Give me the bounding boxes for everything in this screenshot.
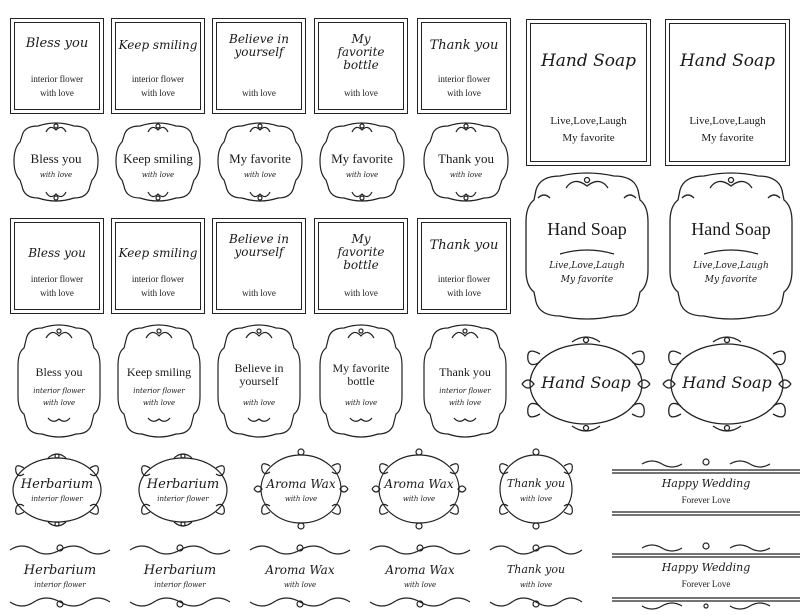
label-line: with love — [42, 399, 76, 407]
label-sub: with love — [345, 171, 379, 179]
label-aroma-wax-oval — [366, 444, 472, 534]
label-title: Aroma Wax — [385, 563, 455, 577]
ornate-frame — [420, 322, 510, 440]
label-thank-you-oval — [488, 444, 584, 534]
label-sub: interior flower — [34, 581, 86, 589]
label-happy-wedding — [612, 456, 800, 520]
label-my-favorite-ornate — [314, 118, 410, 204]
label-line: Live,Love,Laugh — [689, 115, 766, 127]
label-line: interior flower — [33, 387, 85, 395]
label-thank-you-flourish — [484, 540, 588, 612]
label-favorite-bottle-square — [318, 22, 404, 110]
label-bless-you-square — [14, 222, 100, 310]
label-title: Herbarium — [143, 563, 217, 578]
label-title: My favorite — [331, 151, 393, 166]
label-line: interior flower — [133, 387, 185, 395]
label-title: Bless you — [35, 365, 83, 379]
label-title: My favorite bottle — [332, 361, 390, 389]
label-line: interior flower — [30, 274, 84, 284]
label-title: Hand Soap — [679, 51, 776, 71]
label-title: Believe in yourself — [229, 32, 289, 60]
label-title: Keep smiling — [118, 38, 198, 52]
label-aroma-wax-flourish — [364, 540, 476, 612]
label-title: Believe in yourself — [234, 361, 284, 389]
label-title: Hand Soap — [691, 219, 771, 239]
label-title: Thank you — [439, 365, 491, 379]
label-sub: with love — [141, 171, 175, 179]
label-line: with love — [447, 288, 481, 298]
label-believe-square — [216, 22, 302, 110]
label-title: Hand Soap — [540, 51, 637, 71]
label-hand-soap-ornate — [520, 170, 654, 322]
label-sub: with love — [283, 581, 317, 589]
label-line: interior flower — [439, 387, 491, 395]
label-title: Bless you — [28, 246, 86, 260]
label-line: My favorite — [704, 275, 758, 285]
label-title: Keep smiling — [118, 246, 198, 260]
label-title: Herbarium — [20, 477, 94, 492]
ornate-frame — [14, 322, 104, 440]
label-keep-smiling-square — [115, 22, 201, 110]
label-sub: with love — [519, 581, 553, 589]
label-title: Thank you — [438, 151, 494, 166]
label-sub: Forever Love — [681, 579, 731, 589]
label-line: with love — [448, 399, 482, 407]
label-title: Thank you — [429, 38, 499, 53]
label-title: Happy Wedding — [661, 561, 751, 574]
label-thank-you-square — [421, 22, 507, 110]
label-title: Believe in yourself — [229, 232, 289, 260]
label-title: Herbarium — [23, 563, 97, 578]
label-sub: with love — [284, 495, 318, 503]
label-title: Hand Soap — [547, 219, 627, 239]
label-title: My favorite bottle — [337, 32, 385, 73]
label-title: Happy Wedding — [661, 477, 751, 490]
label-line: with love — [344, 288, 378, 298]
label-believe-ornate-tall — [214, 322, 304, 440]
label-sub: with love — [243, 171, 277, 179]
label-happy-wedding — [612, 540, 800, 608]
label-title: Hand Soap — [541, 373, 631, 392]
label-line: with love — [141, 288, 175, 298]
ornate-frame — [114, 322, 204, 440]
label-sub: with love — [403, 581, 437, 589]
label-title: Aroma Wax — [266, 477, 336, 491]
label-thank-you-ornate — [418, 118, 514, 204]
label-believe-square — [216, 222, 302, 310]
label-hand-soap-oval — [514, 330, 658, 438]
label-title: Hand Soap — [682, 373, 772, 392]
label-line: My favorite — [560, 275, 614, 285]
label-title: Thank you — [429, 238, 499, 253]
ornate-frame — [520, 170, 654, 322]
label-line: interior flower — [437, 74, 491, 84]
label-line: interior flower — [131, 74, 185, 84]
label-title: Aroma Wax — [265, 563, 335, 577]
label-keep-smiling-ornate — [110, 118, 206, 204]
label-hand-soap-oval — [655, 330, 799, 438]
label-line: interior flower — [30, 74, 84, 84]
label-thank-you-ornate-tall — [420, 322, 510, 440]
label-aroma-wax-oval — [248, 444, 354, 534]
label-line: with love — [242, 288, 276, 298]
label-thank-you-square — [421, 222, 507, 310]
label-sub: with love — [519, 495, 553, 503]
label-line: Live,Love,Laugh — [550, 115, 627, 127]
label-title: Aroma Wax — [384, 477, 454, 491]
label-title: Bless you — [25, 36, 89, 51]
label-favorite-bottle-square — [318, 222, 404, 310]
label-line: with love — [242, 399, 276, 407]
label-line: with love — [344, 399, 378, 407]
label-title: Keep smiling — [126, 365, 192, 379]
label-hand-soap-ornate — [664, 170, 798, 322]
label-bless-you-ornate-tall — [14, 322, 104, 440]
label-line: with love — [344, 88, 378, 98]
label-title: Keep smiling — [123, 151, 193, 166]
label-line: with love — [141, 88, 175, 98]
label-sub: interior flower — [154, 581, 206, 589]
label-line: with love — [40, 88, 74, 98]
label-line: interior flower — [437, 274, 491, 284]
label-line: Live,Love,Laugh — [693, 261, 769, 271]
label-herbarium-flourish — [124, 540, 236, 612]
label-line: with love — [447, 88, 481, 98]
label-line: with love — [40, 288, 74, 298]
label-line: My favorite — [701, 132, 754, 144]
label-title: Thank you — [506, 477, 566, 490]
label-sub: with love — [449, 171, 483, 179]
label-title: Herbarium — [146, 477, 220, 492]
label-sub: with love — [39, 171, 73, 179]
ornate-frame — [664, 170, 798, 322]
label-bless-you-ornate — [8, 118, 104, 204]
label-line: Live,Love,Laugh — [549, 261, 625, 271]
label-title: Bless you — [30, 151, 82, 166]
label-sub: interior flower — [157, 495, 209, 503]
label-hand-soap-square — [530, 23, 647, 162]
label-line: interior flower — [131, 274, 185, 284]
label-herbarium-oval — [4, 448, 110, 532]
label-hand-soap-square — [669, 23, 786, 162]
label-bless-you-square — [14, 22, 100, 110]
label-title: My favorite — [229, 151, 291, 166]
label-my-favorite-ornate — [212, 118, 308, 204]
label-herbarium-oval — [130, 448, 236, 532]
label-sub: Forever Love — [681, 495, 731, 505]
label-favorite-bottle-ornate-tall — [316, 322, 406, 440]
label-sub: interior flower — [31, 495, 83, 503]
label-title: Thank you — [506, 563, 566, 576]
label-title: My favorite bottle — [337, 232, 385, 273]
label-line: with love — [142, 399, 176, 407]
label-keep-smiling-square — [115, 222, 201, 310]
label-line: My favorite — [562, 132, 615, 144]
label-sub: with love — [402, 495, 436, 503]
label-herbarium-flourish — [4, 540, 116, 612]
label-line: with love — [242, 88, 276, 98]
label-aroma-wax-flourish — [244, 540, 356, 612]
label-keep-smiling-ornate-tall — [114, 322, 204, 440]
